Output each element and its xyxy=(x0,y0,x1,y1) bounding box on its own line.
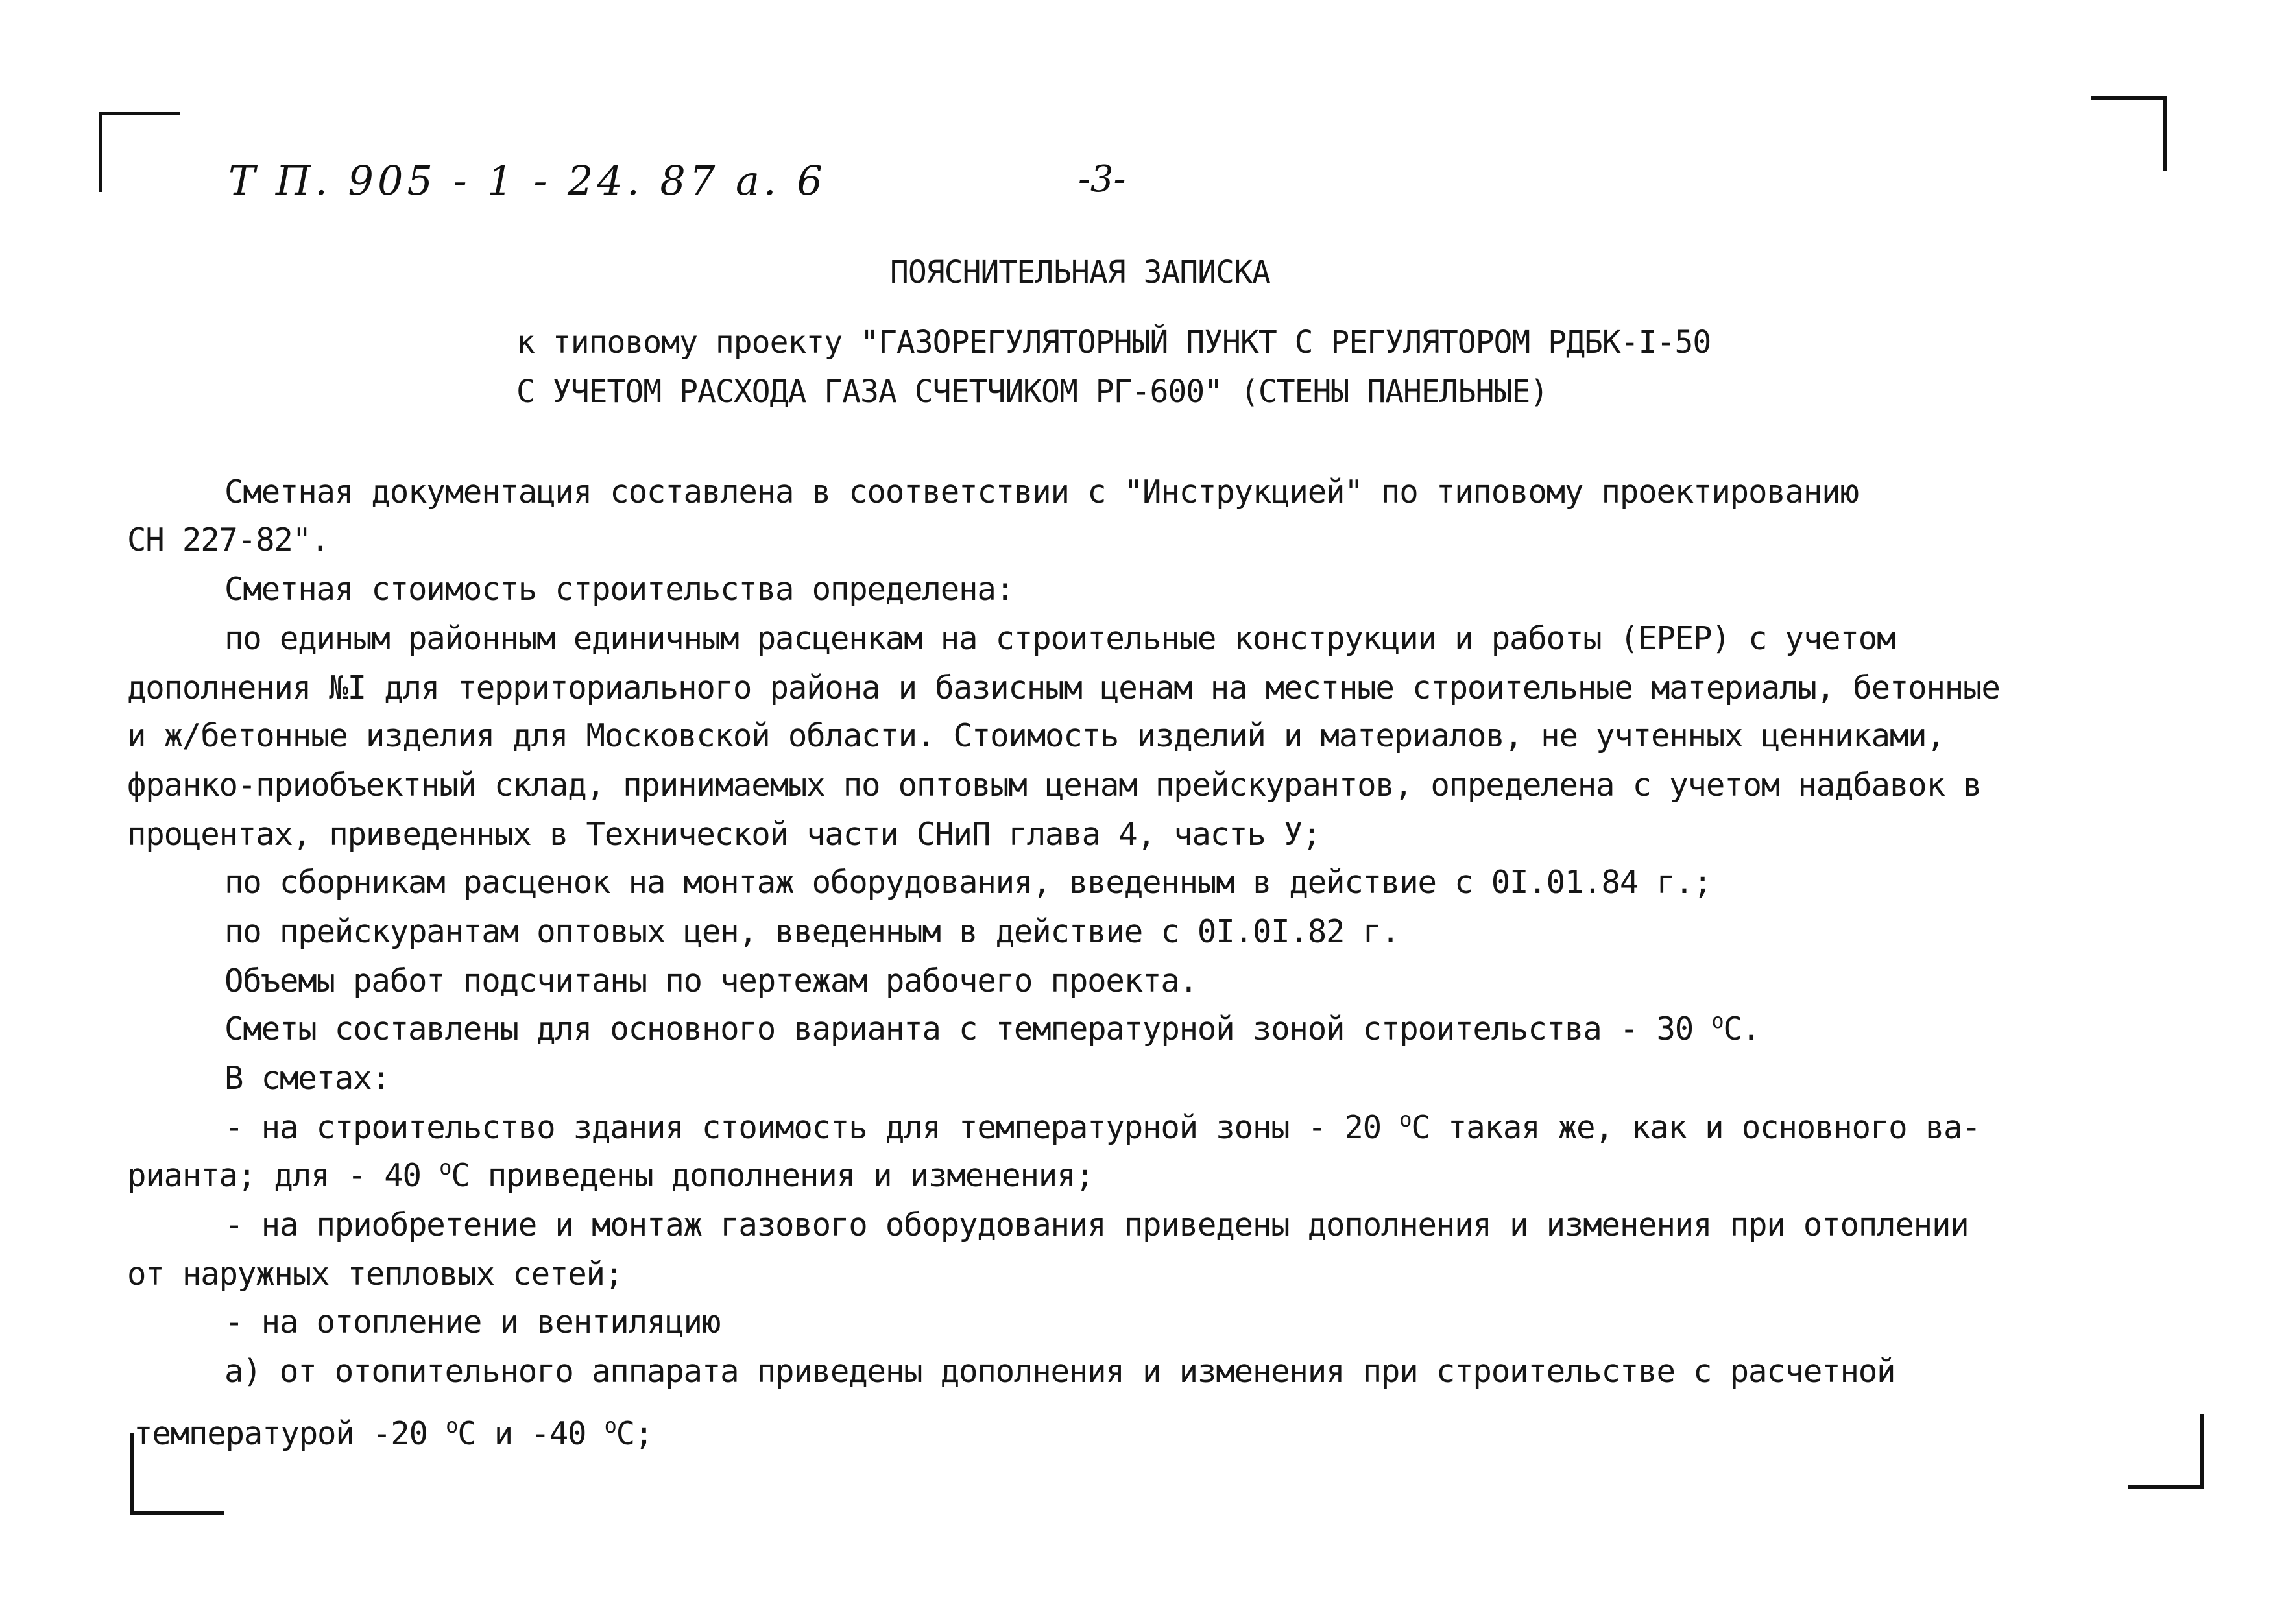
degree-mark: о xyxy=(604,1413,616,1438)
body-line: по сборникам расценок на монтаж оборудования, введенным в действие с 0I.01.84 г.; xyxy=(224,864,1712,901)
body-line: по единым районным единичным расценкам на строительные конструкции и работы (ЕРЕР) с учетом xyxy=(224,620,1895,657)
handwritten-project-code: Т П. 905 - 1 - 24. 87 а. 6 xyxy=(228,157,826,204)
document-title: ПОЯСНИТЕЛЬНАЯ ЗАПИСКА xyxy=(890,254,1270,291)
document-subtitle-line-1: к типовому проекту "ГАЗОРЕГУЛЯТОРНЫЙ ПУНКТ С РЕГУЛЯТОРОМ РДБК-I-50 xyxy=(516,324,1711,361)
body-line: Сметная документация составлена в соответствии с "Инструкцией" по типовому проектированию xyxy=(224,473,1859,510)
degree-mark: о xyxy=(439,1155,451,1180)
body-line: В сметах: xyxy=(224,1060,390,1097)
degree-mark: о xyxy=(1711,1009,1724,1033)
body-line: от наружных тепловых сетей; xyxy=(127,1256,623,1293)
body-line: Сметы составлены для основного варианта с температурной зоной строительства - 30 $^о$С. xyxy=(224,1009,1761,1047)
body-line: дополнения №I для территориального района и базисным ценам на местные строительные материалы, бетонные xyxy=(127,669,2000,706)
degree-mark: о xyxy=(446,1413,458,1438)
body-line: Объемы работ подсчитаны по чертежам рабочего проекта. xyxy=(224,962,1197,999)
body-line: - на отопление и вентиляцию xyxy=(224,1304,721,1341)
corner-mark-top-left xyxy=(99,112,180,192)
body-line: - на приобретение и монтаж газового оборудования приведены дополнения и изменения при отоплении xyxy=(224,1206,1969,1243)
degree-mark: о xyxy=(1399,1107,1412,1132)
body-line: а) от отопительного аппарата приведены дополнения и изменения при строительстве с расчетной xyxy=(224,1353,1895,1390)
corner-mark-bottom-right xyxy=(2128,1414,2204,1489)
body-line: процентах, приведенных в Технической части СНиП глава 4, часть У; xyxy=(127,816,1321,853)
body-line: Сметная стоимость строительства определена: xyxy=(224,571,1014,608)
corner-mark-top-right xyxy=(2091,96,2167,171)
body-line: температурой -20 $^о$С и -40 $^о$С; xyxy=(134,1413,653,1452)
document-subtitle-line-2: С УЧЕТОМ РАСХОДА ГАЗА СЧЕТЧИКОМ РГ-600" (СТЕНЫ ПАНЕЛЬНЫЕ) xyxy=(516,374,1548,410)
body-line: по прейскурантам оптовых цен, введенным в действие с 0I.0I.82 г. xyxy=(224,913,1400,950)
body-line: франко-приобъектный склад, принимаемых по оптовым ценам прейскурантов, определена с учетом надбавок в xyxy=(127,767,1982,804)
body-line: и ж/бетонные изделия для Московской области. Стоимость изделий и материалов, не учтенных ценниками, xyxy=(127,717,1945,754)
body-line: - на строительство здания стоимость для температурной зоны - 20 $^о$С такая же, как и основного ва- xyxy=(224,1107,1980,1146)
body-line: СН 227-82". xyxy=(127,521,330,558)
page-number: -3- xyxy=(1078,158,1126,200)
body-line: рианта; для - 40 $^о$С приведены дополнения и изменения; xyxy=(127,1155,1094,1194)
